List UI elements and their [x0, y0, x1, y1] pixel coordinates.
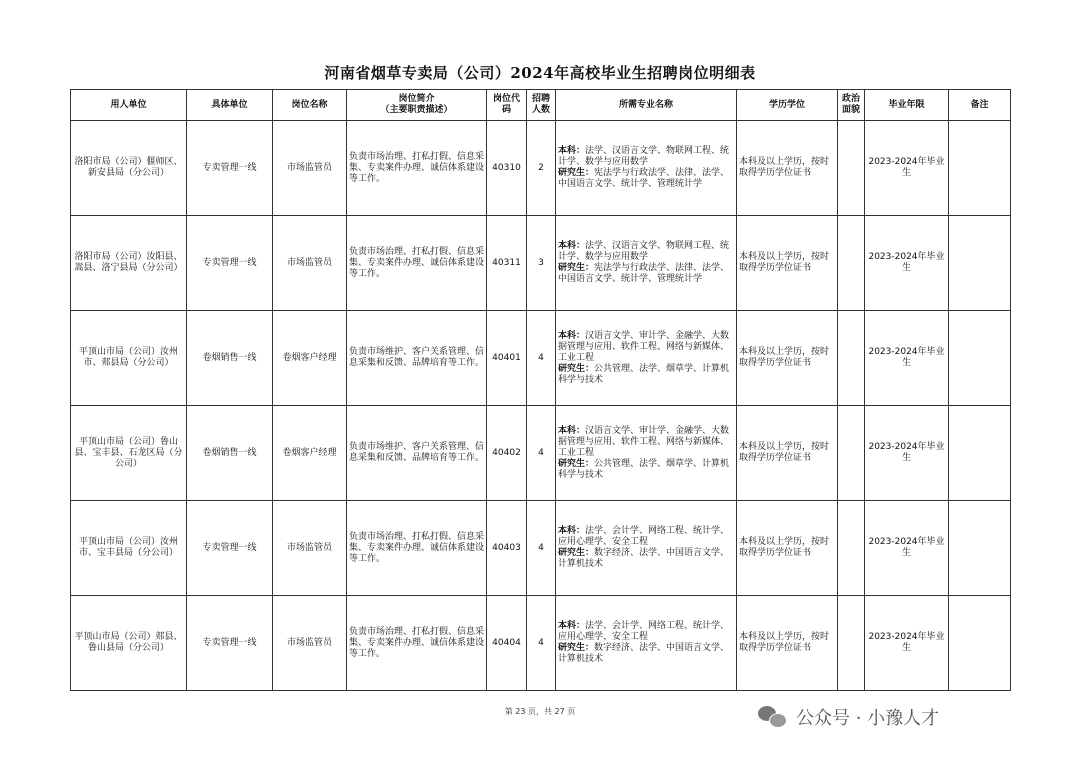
major-yjs: 公共管理、法学、烟草学、计算机科学与技术 — [558, 363, 730, 385]
major-bk: 法学、汉语言文学、物联网工程、统计学、数学与应用数学 — [558, 146, 730, 167]
major-bk-label: 本科： — [558, 425, 586, 436]
major-yjs-label: 研究生： — [558, 363, 595, 374]
cell-year: 2023-2024年毕业生 — [865, 216, 949, 311]
cell-desc: 负责市场治理、打私打假、信息采集、专卖案件办理、诚信体系建设等工作。 — [347, 501, 487, 596]
header-desc — [347, 90, 487, 121]
header-dept: 具体单位 — [187, 90, 273, 121]
cell-num: 4 — [527, 596, 556, 691]
major-yjs-label: 研究生： — [558, 458, 595, 469]
cell-major — [556, 311, 737, 406]
cell-num: 4 — [527, 311, 556, 406]
cell-post: 卷烟客户经理 — [273, 406, 347, 501]
header-year: 毕业年限 — [865, 90, 949, 121]
cell-dept: 卷烟销售一线 — [187, 311, 273, 406]
cell-major — [556, 596, 737, 691]
cell-year: 2023-2024年毕业生 — [865, 311, 949, 406]
cell-desc: 负责市场维护、客户关系管理、信息采集和反馈、品牌培育等工作。 — [347, 406, 487, 501]
header-num: 招聘人数 — [527, 90, 556, 121]
cell-dept: 专卖管理一线 — [187, 216, 273, 311]
cell-unit: 平顶山市局（公司）鲁山县、宝丰县、石龙区局（分公司） — [71, 406, 187, 501]
major-yjs: 宪法学与行政法学、法律、法学、中国语言文学、统计学、管理统计学 — [558, 168, 730, 189]
cell-year: 2023-2024年毕业生 — [865, 501, 949, 596]
cell-remark — [949, 121, 1011, 216]
cell-remark — [949, 311, 1011, 406]
major-yjs-label: 研究生： — [558, 168, 595, 178]
header-desc-line2: （主要职责描述） — [380, 105, 453, 115]
cell-year: 2023-2024年毕业生 — [865, 406, 949, 501]
cell-num: 3 — [527, 216, 556, 311]
cell-interview — [838, 216, 865, 311]
cell-major — [556, 121, 737, 216]
cell-num: 4 — [527, 501, 556, 596]
page-title: 河南省烟草专卖局（公司）2024年高校毕业生招聘岗位明细表 — [324, 64, 756, 82]
major-bk: 法学、汉语言文学、物联网工程、统计学、数学与应用数学 — [558, 241, 730, 262]
cell-remark — [949, 501, 1011, 596]
major-bk-label: 本科： — [558, 621, 586, 631]
cell-dept: 专卖管理一线 — [187, 121, 273, 216]
cell-code: 40401 — [487, 311, 527, 406]
cell-remark — [949, 406, 1011, 501]
page-footer: 第 23 页，共 27 页 — [504, 707, 576, 716]
major-bk: 汉语言文学、审计学、金融学、大数据管理与应用、软件工程、网络与新媒体、工业工程 — [558, 330, 730, 363]
major-bk-label: 本科： — [558, 330, 586, 341]
major-yjs-label: 研究生： — [558, 263, 595, 273]
cell-post: 卷烟客户经理 — [273, 311, 347, 406]
cell-post: 市场监管员 — [273, 501, 347, 596]
cell-code: 40402 — [487, 406, 527, 501]
table-row — [71, 216, 1011, 311]
header-interview: 政治面貌 — [838, 90, 865, 121]
cell-year: 2023-2024年毕业生 — [865, 121, 949, 216]
header-post: 岗位名称 — [273, 90, 347, 121]
cell-edu: 本科及以上学历，按时取得学历学位证书 — [737, 501, 838, 596]
major-yjs: 宪法学与行政法学、法律、法学、中国语言文学、统计学、管理统计学 — [558, 263, 730, 284]
recruitment-table — [70, 89, 1011, 691]
cell-num: 2 — [527, 121, 556, 216]
cell-unit: 洛阳市局（公司）偃师区、新安县局（分公司） — [71, 121, 187, 216]
major-bk-label: 本科： — [558, 146, 586, 156]
table-row — [71, 121, 1011, 216]
cell-edu: 本科及以上学历，按时取得学历学位证书 — [737, 216, 838, 311]
cell-dept: 专卖管理一线 — [187, 596, 273, 691]
header-major: 所需专业名称 — [556, 90, 737, 121]
cell-dept: 专卖管理一线 — [187, 501, 273, 596]
cell-num: 4 — [527, 406, 556, 501]
cell-year: 2023-2024年毕业生 — [865, 596, 949, 691]
cell-remark — [949, 596, 1011, 691]
cell-interview — [838, 596, 865, 691]
cell-interview — [838, 501, 865, 596]
cell-major — [556, 406, 737, 501]
major-bk-label: 本科： — [558, 526, 586, 536]
major-yjs-label: 研究生： — [558, 643, 595, 653]
cell-edu: 本科及以上学历，按时取得学历学位证书 — [737, 121, 838, 216]
header-unit: 用人单位 — [71, 90, 187, 121]
table-row — [71, 311, 1011, 406]
cell-major — [556, 501, 737, 596]
header-code: 岗位代码 — [487, 90, 527, 121]
cell-unit: 平顶山市局（公司）郏县、鲁山县局（分公司） — [71, 596, 187, 691]
cell-desc: 负责市场治理、打私打假、信息采集、专卖案件办理、诚信体系建设等工作。 — [347, 216, 487, 311]
cell-unit: 洛阳市局（公司）汝阳县、嵩县、洛宁县局（分公司） — [71, 216, 187, 311]
cell-desc: 负责市场治理、打私打假、信息采集、专卖案件办理、诚信体系建设等工作。 — [347, 596, 487, 691]
cell-interview — [838, 121, 865, 216]
major-yjs: 数字经济、法学、中国语言文学、计算机技术 — [558, 643, 730, 664]
cell-code: 40311 — [487, 216, 527, 311]
cell-edu: 本科及以上学历，按时取得学历学位证书 — [737, 596, 838, 691]
major-bk: 法学、会计学、网络工程、统计学、应用心理学、安全工程 — [558, 526, 730, 547]
major-bk-label: 本科： — [558, 241, 586, 251]
major-bk: 法学、会计学、网络工程、统计学、应用心理学、安全工程 — [558, 621, 730, 642]
cell-interview — [838, 311, 865, 406]
cell-code: 40404 — [487, 596, 527, 691]
table-header-row — [71, 90, 1011, 121]
cell-post: 市场监管员 — [273, 596, 347, 691]
watermark — [758, 704, 939, 730]
table-row — [71, 596, 1011, 691]
cell-remark — [949, 216, 1011, 311]
header-edu: 学历学位 — [737, 90, 838, 121]
cell-post: 市场监管员 — [273, 216, 347, 311]
table-row — [71, 501, 1011, 596]
cell-dept: 卷烟销售一线 — [187, 406, 273, 501]
table-row — [71, 406, 1011, 501]
major-yjs: 公共管理、法学、烟草学、计算机科学与技术 — [558, 458, 730, 480]
major-yjs-label: 研究生： — [558, 548, 595, 558]
cell-post: 市场监管员 — [273, 121, 347, 216]
major-yjs: 数字经济、法学、中国语言文学、计算机技术 — [558, 548, 730, 569]
cell-unit: 平顶山市局（公司）汝州市、郏县局（分公司） — [71, 311, 187, 406]
cell-unit: 平顶山市局（公司）汝州市、宝丰县局（分公司） — [71, 501, 187, 596]
cell-code: 40310 — [487, 121, 527, 216]
cell-desc: 负责市场维护、客户关系管理、信息采集和反馈、品牌培育等工作。 — [347, 311, 487, 406]
cell-code: 40403 — [487, 501, 527, 596]
cell-major — [556, 216, 737, 311]
header-remark: 备注 — [949, 90, 1011, 121]
header-desc-line1: 岗位简介 — [398, 94, 435, 104]
watermark-text: 公众号 · 小豫人才 — [796, 708, 940, 729]
cell-edu: 本科及以上学历，按时取得学历学位证书 — [737, 311, 838, 406]
major-bk: 汉语言文学、审计学、金融学、大数据管理与应用、软件工程、网络与新媒体、工业工程 — [558, 425, 730, 458]
cell-interview — [838, 406, 865, 501]
wechat-icon — [758, 704, 788, 730]
cell-desc: 负责市场治理、打私打假、信息采集、专卖案件办理、诚信体系建设等工作。 — [347, 121, 487, 216]
cell-edu: 本科及以上学历，按时取得学历学位证书 — [737, 406, 838, 501]
